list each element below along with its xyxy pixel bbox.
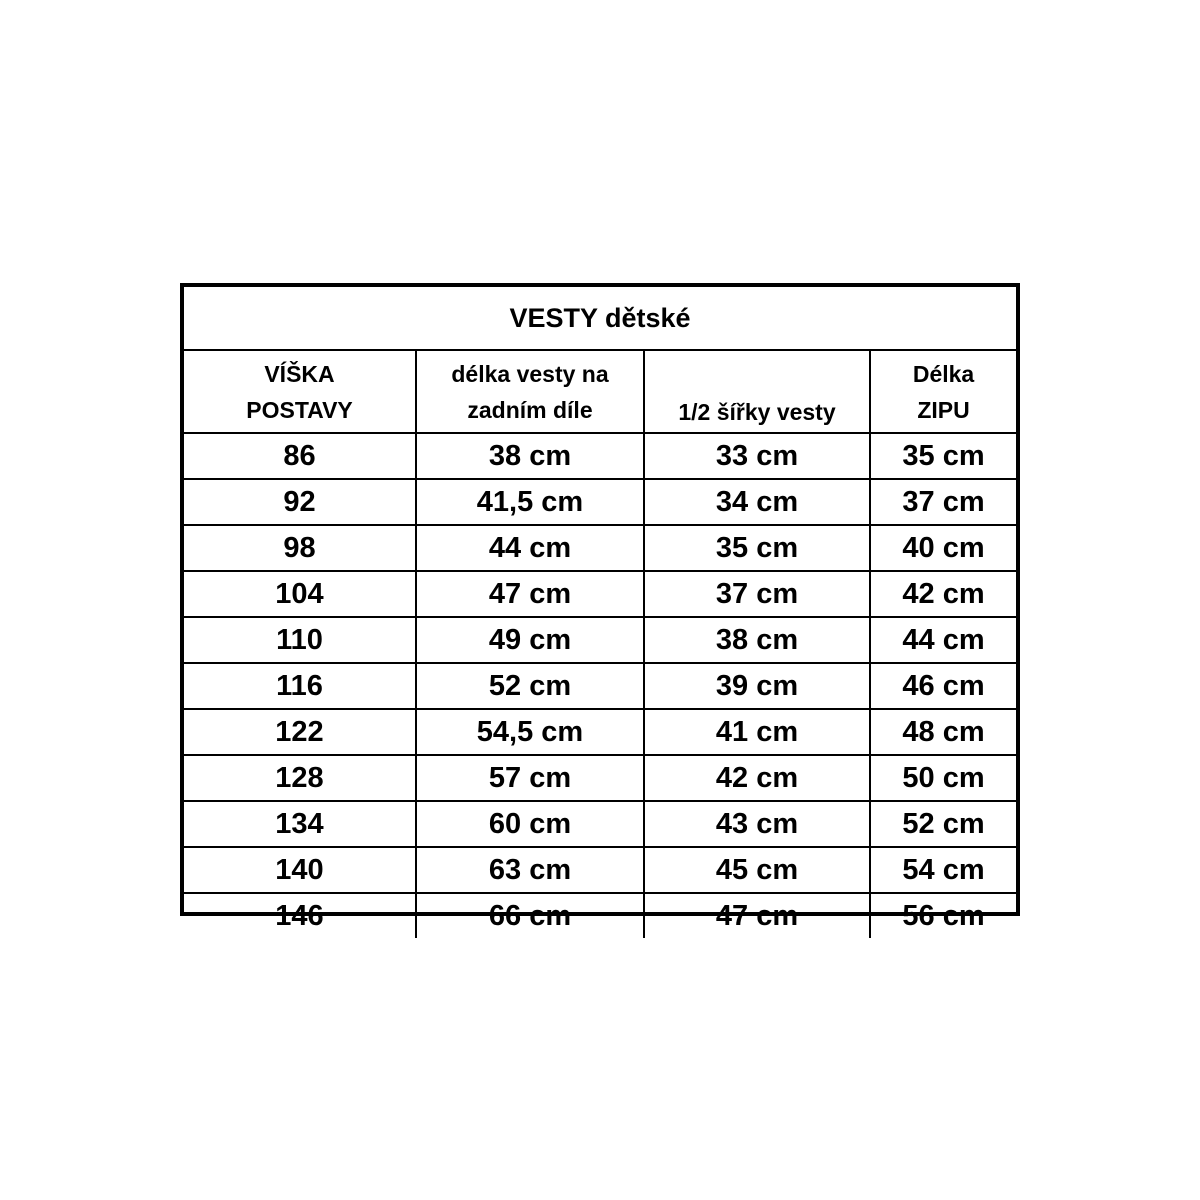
cell-half-width: 47 cm bbox=[644, 893, 870, 938]
cell-height: 98 bbox=[184, 525, 416, 571]
cell-back-length: 57 cm bbox=[416, 755, 644, 801]
header-back-length bbox=[416, 350, 644, 433]
header-row bbox=[184, 350, 1016, 433]
title-row bbox=[184, 287, 1016, 350]
cell-back-length: 60 cm bbox=[416, 801, 644, 847]
table-row bbox=[184, 525, 1016, 571]
cell-back-length: 38 cm bbox=[416, 433, 644, 479]
cell-zip-length: 44 cm bbox=[870, 617, 1016, 663]
header-height-line1: VÍŠKA bbox=[264, 360, 335, 387]
cell-half-width: 42 cm bbox=[644, 755, 870, 801]
header-zip-length-line2: ZIPU bbox=[917, 396, 970, 423]
cell-zip-length: 52 cm bbox=[870, 801, 1016, 847]
table-row bbox=[184, 479, 1016, 525]
table-row bbox=[184, 755, 1016, 801]
size-table bbox=[184, 287, 1016, 938]
header-zip-length bbox=[870, 350, 1016, 433]
cell-half-width: 37 cm bbox=[644, 571, 870, 617]
table-title: VESTY dětské bbox=[184, 287, 1016, 350]
table-row bbox=[184, 801, 1016, 847]
cell-back-length: 52 cm bbox=[416, 663, 644, 709]
header-zip-length-line1: Délka bbox=[912, 360, 975, 387]
cell-height: 86 bbox=[184, 433, 416, 479]
cell-zip-length: 56 cm bbox=[870, 893, 1016, 938]
cell-back-length: 49 cm bbox=[416, 617, 644, 663]
cell-back-length: 66 cm bbox=[416, 893, 644, 938]
cell-zip-length: 37 cm bbox=[870, 479, 1016, 525]
cell-zip-length: 48 cm bbox=[870, 709, 1016, 755]
header-back-length-line1: délka vesty na bbox=[451, 360, 609, 387]
table-row bbox=[184, 847, 1016, 893]
table-row bbox=[184, 571, 1016, 617]
cell-zip-length: 35 cm bbox=[870, 433, 1016, 479]
cell-height: 116 bbox=[184, 663, 416, 709]
table-row bbox=[184, 617, 1016, 663]
cell-height: 110 bbox=[184, 617, 416, 663]
cell-height: 122 bbox=[184, 709, 416, 755]
header-half-width-line2: 1/2 šířky vesty bbox=[678, 399, 836, 425]
cell-back-length: 47 cm bbox=[416, 571, 644, 617]
header-height bbox=[184, 350, 416, 433]
cell-half-width: 45 cm bbox=[644, 847, 870, 893]
cell-zip-length: 50 cm bbox=[870, 755, 1016, 801]
cell-half-width: 34 cm bbox=[644, 479, 870, 525]
cell-zip-length: 54 cm bbox=[870, 847, 1016, 893]
cell-height: 140 bbox=[184, 847, 416, 893]
cell-height: 104 bbox=[184, 571, 416, 617]
cell-back-length: 41,5 cm bbox=[416, 479, 644, 525]
table-row bbox=[184, 433, 1016, 479]
size-chart bbox=[180, 283, 1020, 932]
cell-half-width: 38 cm bbox=[644, 617, 870, 663]
cell-half-width: 39 cm bbox=[644, 663, 870, 709]
cell-back-length: 44 cm bbox=[416, 525, 644, 571]
cell-half-width: 33 cm bbox=[644, 433, 870, 479]
cell-half-width: 43 cm bbox=[644, 801, 870, 847]
cell-height: 134 bbox=[184, 801, 416, 847]
cell-height: 128 bbox=[184, 755, 416, 801]
header-half-width bbox=[644, 350, 870, 433]
cell-back-length: 54,5 cm bbox=[416, 709, 644, 755]
header-back-length-line2: zadním díle bbox=[467, 396, 593, 423]
table-row bbox=[184, 663, 1016, 709]
cell-zip-length: 42 cm bbox=[870, 571, 1016, 617]
cell-zip-length: 46 cm bbox=[870, 663, 1016, 709]
cell-height: 146 bbox=[184, 893, 416, 938]
cell-back-length: 63 cm bbox=[416, 847, 644, 893]
cell-half-width: 35 cm bbox=[644, 525, 870, 571]
cell-height: 92 bbox=[184, 479, 416, 525]
cell-zip-length: 40 cm bbox=[870, 525, 1016, 571]
table-row bbox=[184, 709, 1016, 755]
header-height-line2: POSTAVY bbox=[246, 396, 353, 423]
cell-half-width: 41 cm bbox=[644, 709, 870, 755]
table-row bbox=[184, 893, 1016, 938]
